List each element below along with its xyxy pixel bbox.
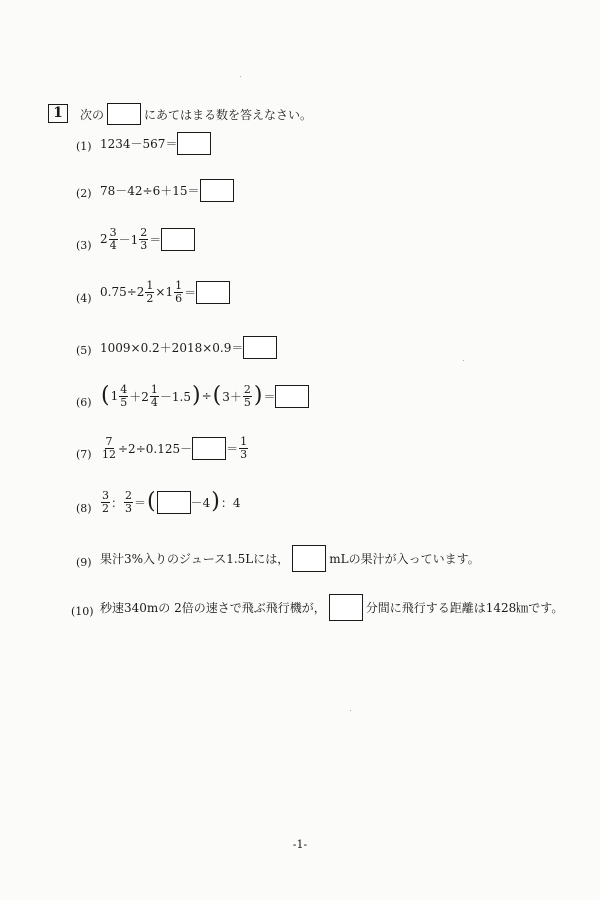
instruction-before: 次の [80, 107, 105, 122]
scan-speck [463, 360, 464, 361]
q3-equals: ＝ [149, 232, 162, 247]
q6-expression [100, 384, 309, 408]
q4-prefix: 0.75÷2 [100, 285, 145, 300]
section-number: 1 [48, 104, 68, 123]
q5-answer-box[interactable] [243, 336, 277, 359]
q4-expression [100, 280, 230, 304]
q7-expression [100, 436, 249, 460]
q2-expression [100, 179, 234, 202]
q2-answer-box[interactable] [200, 179, 234, 202]
q3-whole: 2 [100, 232, 108, 247]
q10-sentence [100, 594, 563, 621]
q3-fraction-2: $\frac{2}{3}$ [140, 226, 148, 252]
q7-equals: ＝ [226, 441, 239, 456]
q8-fraction-1: $\frac{3}{2}$ [102, 489, 109, 515]
q4-fraction-2: $\frac{1}{6}$ [175, 279, 183, 305]
q5-text: 1009×0.2＋2018×0.9＝ [100, 341, 244, 355]
q6-open-paren-2: ( [212, 383, 222, 409]
q6-close-paren-1: ) [191, 383, 201, 409]
instruction-answer-box [107, 103, 141, 125]
q9-label: (9) [76, 556, 92, 569]
q8-fraction-2: $\frac{2}{3}$ [125, 489, 133, 515]
q2-label: (2) [76, 187, 92, 200]
q6-label: (6) [76, 396, 92, 409]
q7-answer-box[interactable] [192, 437, 226, 460]
q6-answer-box[interactable] [275, 385, 309, 408]
q7-fraction-1: $\frac{7}{12}$ [102, 435, 116, 461]
q10-label: (10) [71, 605, 94, 618]
q9-before: 果汁3%入りのジュース1.5Lには， [100, 552, 290, 566]
instruction-line [80, 103, 312, 125]
q4-equals: ＝ [184, 285, 197, 300]
q1-answer-box[interactable] [177, 132, 211, 155]
scan-speck [240, 76, 241, 77]
q8-open-paren: ( [147, 489, 156, 515]
q8-colon-2: ：4 [220, 495, 241, 510]
q1-label: (1) [76, 140, 92, 153]
q6-op-1: ＋2 [129, 389, 149, 404]
q4-fraction-1: $\frac{1}{2}$ [146, 279, 154, 305]
q10-after: 分間に飛行する距離は1428㎞です。 [365, 601, 564, 615]
q5-expression [100, 336, 277, 359]
q9-after: mLの果汁が入っています。 [329, 552, 480, 566]
q9-answer-box[interactable] [292, 545, 326, 572]
q8-expression [100, 490, 241, 514]
q10-answer-box[interactable] [329, 594, 363, 621]
q8-label: (8) [76, 502, 92, 515]
q3-operator: －1 [118, 232, 139, 247]
q6-whole-1: 1 [110, 389, 119, 404]
q3-expression [100, 227, 195, 251]
q3-fraction-1: $\frac{3}{4}$ [109, 226, 117, 252]
q4-label: (4) [76, 292, 92, 305]
q6-open-paren-1: ( [101, 383, 110, 409]
q1-text: 1234－567＝ [100, 137, 178, 151]
q6-fraction-1: $\frac{4}{5}$ [120, 383, 128, 409]
q3-answer-box[interactable] [161, 228, 195, 251]
q6-whole-3: 3＋ [222, 389, 242, 404]
q5-label: (5) [76, 344, 92, 357]
q6-op-3: ÷ [201, 389, 212, 404]
q7-fraction-2: $\frac{1}{3}$ [240, 435, 248, 461]
q6-fraction-2: $\frac{1}{4}$ [150, 383, 158, 409]
instruction-after: にあてはまる数を答えなさい。 [144, 107, 313, 122]
q4-mid: ×1 [155, 285, 174, 300]
q8-equals: ＝ [134, 495, 147, 510]
scan-speck [350, 710, 351, 711]
q6-equals: ＝ [263, 389, 276, 404]
q3-label: (3) [76, 239, 92, 252]
q6-op-2: －1.5 [159, 389, 191, 404]
q8-answer-box[interactable] [157, 491, 191, 514]
q6-close-paren-2: ) [253, 383, 263, 409]
q7-mid: ÷2÷0.125－ [118, 441, 193, 456]
q9-sentence [100, 545, 480, 572]
q6-fraction-3: $\frac{2}{5}$ [243, 383, 251, 409]
q8-after-box: －4 [190, 495, 211, 510]
page-number: -1- [292, 838, 308, 851]
q10-before: 秒速340mの 2倍の速さで飛ぶ飛行機が， [100, 601, 326, 615]
q8-close-paren: ) [211, 489, 220, 515]
q2-text: 78－42÷6＋15＝ [100, 184, 200, 198]
q8-colon-1: ： [111, 495, 124, 510]
q7-label: (7) [76, 448, 92, 461]
q4-answer-box[interactable] [196, 281, 230, 304]
q1-expression [100, 132, 211, 155]
